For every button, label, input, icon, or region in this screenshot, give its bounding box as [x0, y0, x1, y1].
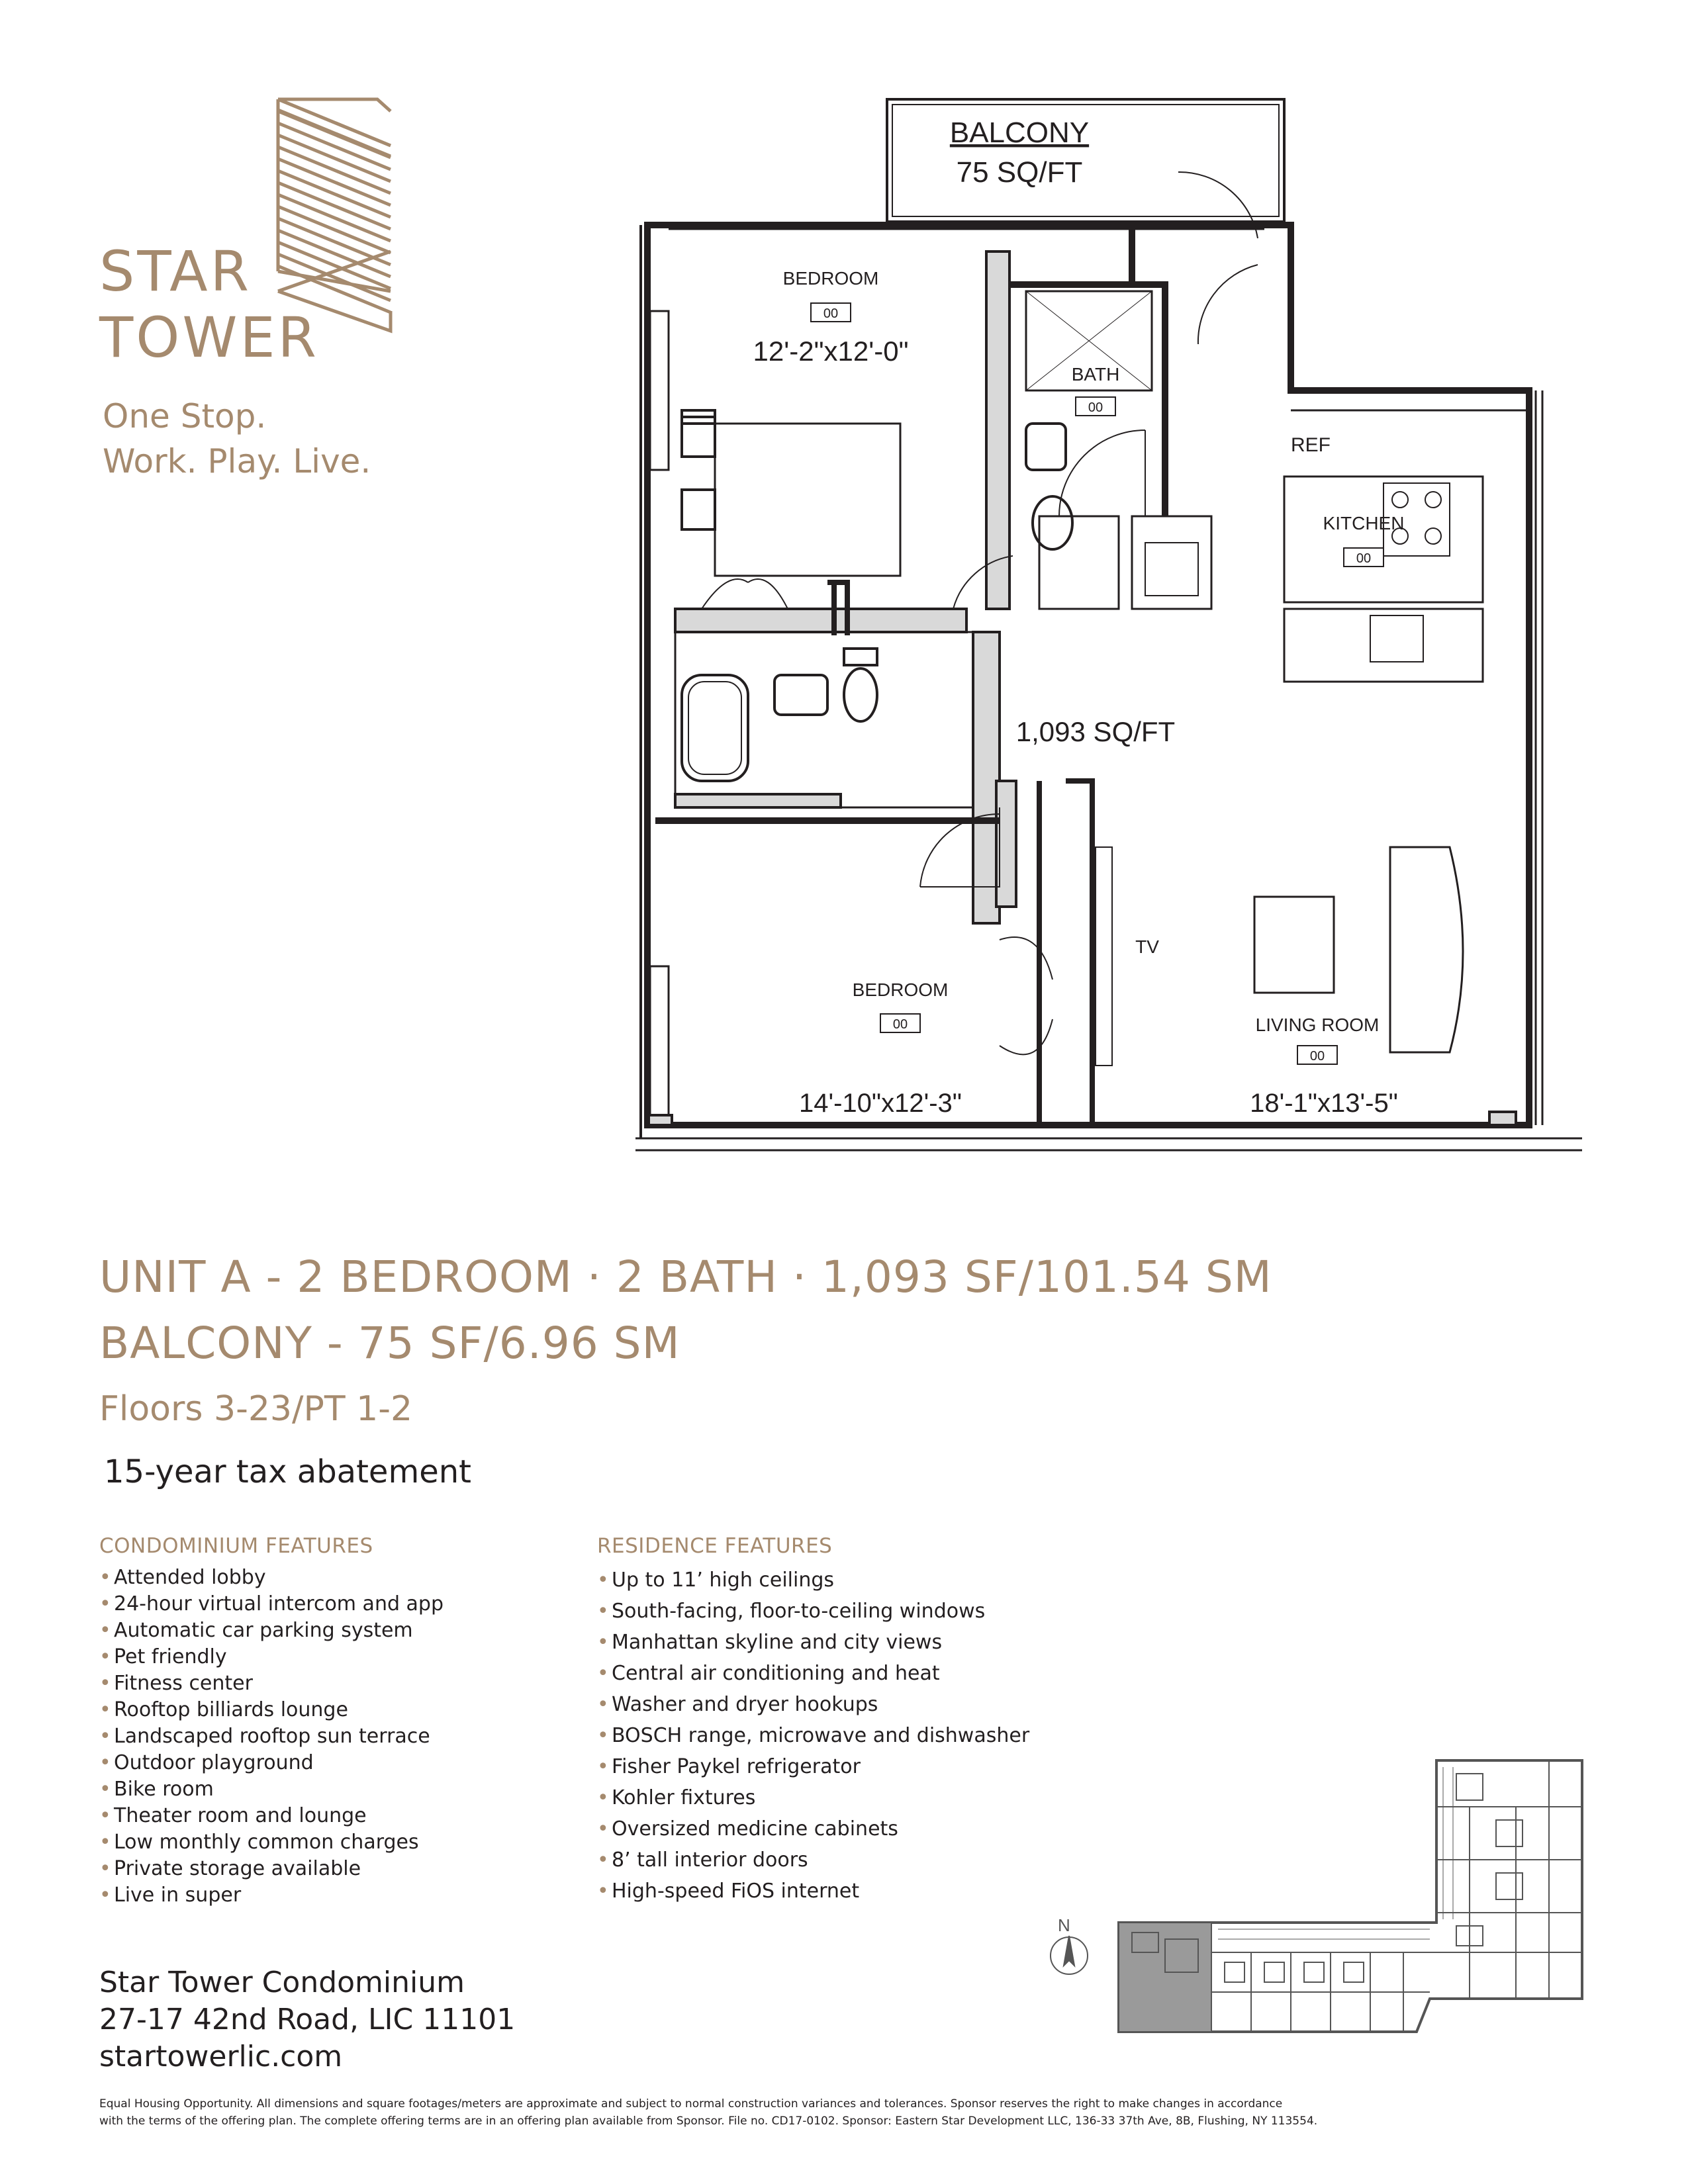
list-item: • Theater room and lounge	[99, 1803, 444, 1829]
kitchen-sink	[1370, 615, 1423, 662]
tagline	[103, 394, 371, 484]
floors: Floors 3-23/PT 1-2	[99, 1389, 413, 1429]
website-link[interactable]: startowerlic.com	[99, 2040, 343, 2073]
list-item: • Central air conditioning and heat	[597, 1658, 1029, 1689]
sofa	[1390, 847, 1463, 1052]
residence-features	[597, 1534, 1029, 1907]
bedroom1-dims: 12'-2"x12'-0"	[753, 336, 909, 367]
list-item: • Landscaped rooftop sun terrace	[99, 1723, 444, 1750]
address-block	[99, 1964, 515, 2075]
condominium-features	[99, 1534, 444, 1909]
list-item: • Automatic car parking system	[99, 1617, 444, 1644]
bedroom2-dims: 14'-10"x12'-3"	[798, 1089, 962, 1118]
floor-plan	[629, 93, 1589, 1205]
tv-console	[1096, 847, 1112, 1066]
list-item: • 24-hour virtual intercom and app	[99, 1591, 444, 1617]
kitchen-label: KITCHEN	[1323, 513, 1405, 533]
list-item: • BOSCH range, microwave and dishwasher	[597, 1720, 1029, 1751]
bed-1	[715, 424, 900, 576]
list-item: • High-speed FiOS internet	[597, 1876, 1029, 1907]
tv-label: TV	[1135, 936, 1159, 957]
list-item: • Pet friendly	[99, 1644, 444, 1670]
disclaimer	[99, 2095, 1589, 2130]
key-plan	[1033, 1754, 1602, 2045]
list-item: • Attended lobby	[99, 1565, 444, 1591]
list-item: • Low monthly common charges	[99, 1829, 444, 1856]
condominium-features-list	[99, 1565, 444, 1909]
list-item: • 8’ tall interior doors	[597, 1844, 1029, 1876]
address-line2: 27-17 42nd Road, LIC 11101	[99, 2003, 516, 2036]
bedroom1-code: 00	[823, 306, 839, 321]
residence-features-heading: RESIDENCE FEATURES	[597, 1534, 833, 1558]
list-item: • Fisher Paykel refrigerator	[597, 1751, 1029, 1782]
living-dims: 18'-1"x13'-5"	[1250, 1089, 1398, 1118]
bath-label: BATH	[1071, 364, 1120, 385]
sink-1	[1026, 424, 1066, 470]
disclaimer-line1: Equal Housing Opportunity. All dimensions and square footages/meters are approximate and subject to normal construction variances and tolerances. Sponsor reserves the right to make changes in accordance	[99, 2097, 1283, 2111]
total-area: 1,093 SQ/FT	[1015, 716, 1176, 747]
condominium-features-heading: CONDOMINIUM FEATURES	[99, 1534, 373, 1558]
list-item: • Private storage available	[99, 1856, 444, 1882]
list-item: • Live in super	[99, 1882, 444, 1909]
balcony-label: BALCONY	[949, 116, 1090, 149]
residence-features-list	[597, 1565, 1029, 1907]
balcony-area: 75 SQ/FT	[956, 156, 1083, 189]
bath-code: 00	[1088, 400, 1103, 415]
list-item: • Washer and dryer hookups	[597, 1689, 1029, 1720]
bedroom2-code: 00	[892, 1017, 908, 1032]
balcony-summary: BALCONY - 75 SF/6.96 SM	[99, 1318, 680, 1369]
tagline-line2: Work. Play. Live.	[103, 442, 371, 480]
coffee-table	[1254, 897, 1334, 993]
tagline-line1: One Stop.	[103, 397, 267, 435]
unit-summary: UNIT A - 2 BEDROOM · 2 BATH · 1,093 SF/101.54 SM	[99, 1251, 1272, 1302]
kitchen-island	[1284, 609, 1483, 682]
disclaimer-line2: with the terms of the offering plan. The complete offering terms are in an offering plan available from Sponsor. File no. CD17-0102. Sponsor: Eastern Star Development LLC, 136-33 37th Ave, 8B, Flushing, NY 113554.	[99, 2115, 1318, 2128]
living-label: LIVING ROOM	[1255, 1015, 1380, 1035]
brand-name-line1: STAR	[99, 239, 252, 304]
ref-label: REF	[1291, 434, 1331, 456]
living-code: 00	[1309, 1049, 1325, 1064]
list-item: • Oversized medicine cabinets	[597, 1813, 1029, 1844]
sink-2	[774, 675, 827, 715]
north-compass-icon	[1051, 1936, 1088, 1974]
list-item: • Kohler fixtures	[597, 1782, 1029, 1813]
brand-name	[99, 238, 319, 371]
kitchen-code: 00	[1356, 551, 1372, 566]
brand-name-line2: TOWER	[99, 305, 319, 370]
tax-abatement: 15-year tax abatement	[104, 1453, 471, 1490]
bedroom1-label: BEDROOM	[782, 268, 879, 289]
bathtub	[682, 675, 748, 781]
list-item: • Outdoor playground	[99, 1750, 444, 1776]
unit-headline	[99, 1244, 1272, 1432]
list-item: • Bike room	[99, 1776, 444, 1803]
list-item: • South-facing, floor-to-ceiling windows	[597, 1596, 1029, 1627]
list-item: • Fitness center	[99, 1670, 444, 1697]
bedroom2-label: BEDROOM	[852, 979, 949, 1000]
list-item: • Up to 11’ high ceilings	[597, 1565, 1029, 1596]
address-line1: Star Tower Condominium	[99, 1966, 465, 1999]
toilet-2	[844, 668, 877, 721]
north-label: N	[1058, 1915, 1070, 1935]
list-item: • Manhattan skyline and city views	[597, 1627, 1029, 1658]
list-item: • Rooftop billiards lounge	[99, 1697, 444, 1723]
